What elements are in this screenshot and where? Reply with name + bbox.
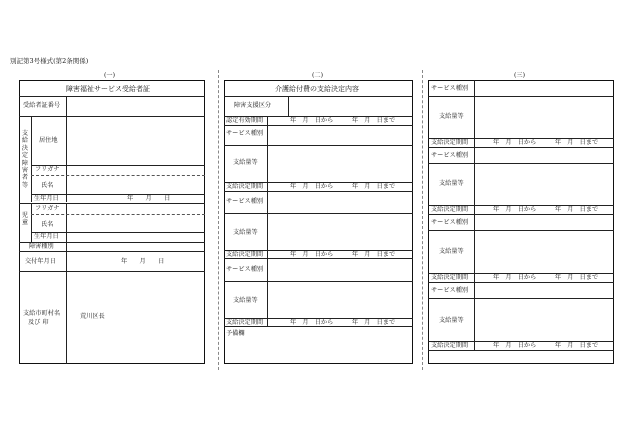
service-type-label: サービス種別	[431, 287, 469, 294]
child-birthdate-label: 生年月日	[34, 233, 59, 240]
amount-label: 支給量等	[439, 248, 464, 255]
service-type-label: サービス種別	[226, 198, 264, 205]
issue-date-value: 年 月 日	[121, 258, 165, 265]
municipality-seal-label: 及び 印	[28, 319, 49, 326]
decision-period-label: 支給決定期間	[226, 183, 264, 190]
decision-period-value: 年 月 日から 年 月 日まで	[493, 139, 599, 146]
decision-period-value: 年 月 日から 年 月 日まで	[290, 251, 396, 258]
amount-label: 支給量等	[233, 297, 258, 304]
birthdate-label: 生年月日	[34, 195, 59, 202]
child-group-label: 児童	[21, 212, 29, 227]
birthdate-value: 年 月 日	[127, 195, 171, 202]
amount-label: 支給量等	[233, 229, 258, 236]
service-type-label: サービス種別	[226, 266, 264, 273]
decision-period-value: 年 月 日から 年 月 日まで	[493, 206, 599, 213]
decision-period-label: 支給決定期間	[431, 274, 469, 281]
recipient-group-label: 支給決定障害者等	[21, 130, 29, 189]
decision-period-value: 年 月 日から 年 月 日まで	[493, 274, 599, 281]
address-label: 居住地	[39, 137, 58, 144]
amount-label: 支給量等	[439, 113, 464, 120]
reserve-label: 予備欄	[226, 330, 245, 337]
decision-period-label: 支給決定期間	[431, 342, 469, 349]
panel-one-title: 障害福祉サービス受給者証	[66, 85, 150, 93]
fold-line-right	[422, 70, 423, 370]
decision-period-value: 年 月 日から 年 月 日まで	[290, 319, 396, 326]
issue-date-label: 交付年月日	[25, 258, 56, 265]
service-type-label: サービス種別	[431, 85, 469, 92]
recipient-number-label: 受給者証番号	[23, 102, 61, 109]
fold-line-left	[218, 70, 219, 370]
validity-period-label: 認定有効期間	[226, 117, 264, 124]
amount-label: 支給量等	[439, 317, 464, 324]
name-label: 氏名	[41, 182, 54, 189]
municipality-value: 荒川区長	[80, 313, 105, 320]
municipality-label: 支給市町村名	[23, 310, 61, 317]
child-name-label: 氏名	[41, 221, 54, 228]
furigana-label: フリガナ	[35, 166, 60, 173]
service-type-label: サービス種別	[226, 130, 264, 137]
decision-period-label: 支給決定期間	[226, 319, 264, 326]
amount-label: 支給量等	[233, 159, 258, 166]
form-title: 別記第3号様式(第2条関係)	[10, 57, 89, 65]
service-type-label: サービス種別	[431, 219, 469, 226]
decision-period-value: 年 月 日から 年 月 日まで	[493, 342, 599, 349]
panel-three-label: (三)	[514, 72, 526, 79]
validity-period-value: 年 月 日から 年 月 日まで	[290, 117, 396, 124]
support-category-label: 障害支援区分	[234, 102, 272, 109]
service-type-label: サービス種別	[431, 152, 469, 159]
amount-label: 支給量等	[439, 180, 464, 187]
panel-two-label: (二)	[312, 72, 324, 79]
child-furigana-label: フリガナ	[35, 205, 60, 212]
panel-one-label: (一)	[104, 72, 116, 79]
decision-period-label: 支給決定期間	[226, 251, 264, 258]
decision-period-value: 年 月 日から 年 月 日まで	[290, 183, 396, 190]
decision-period-label: 支給決定期間	[431, 139, 469, 146]
decision-period-label: 支給決定期間	[431, 206, 469, 213]
disability-type-label: 障害種別	[29, 243, 54, 250]
panel-two-title: 介護給付費の支給決定内容	[275, 85, 359, 93]
